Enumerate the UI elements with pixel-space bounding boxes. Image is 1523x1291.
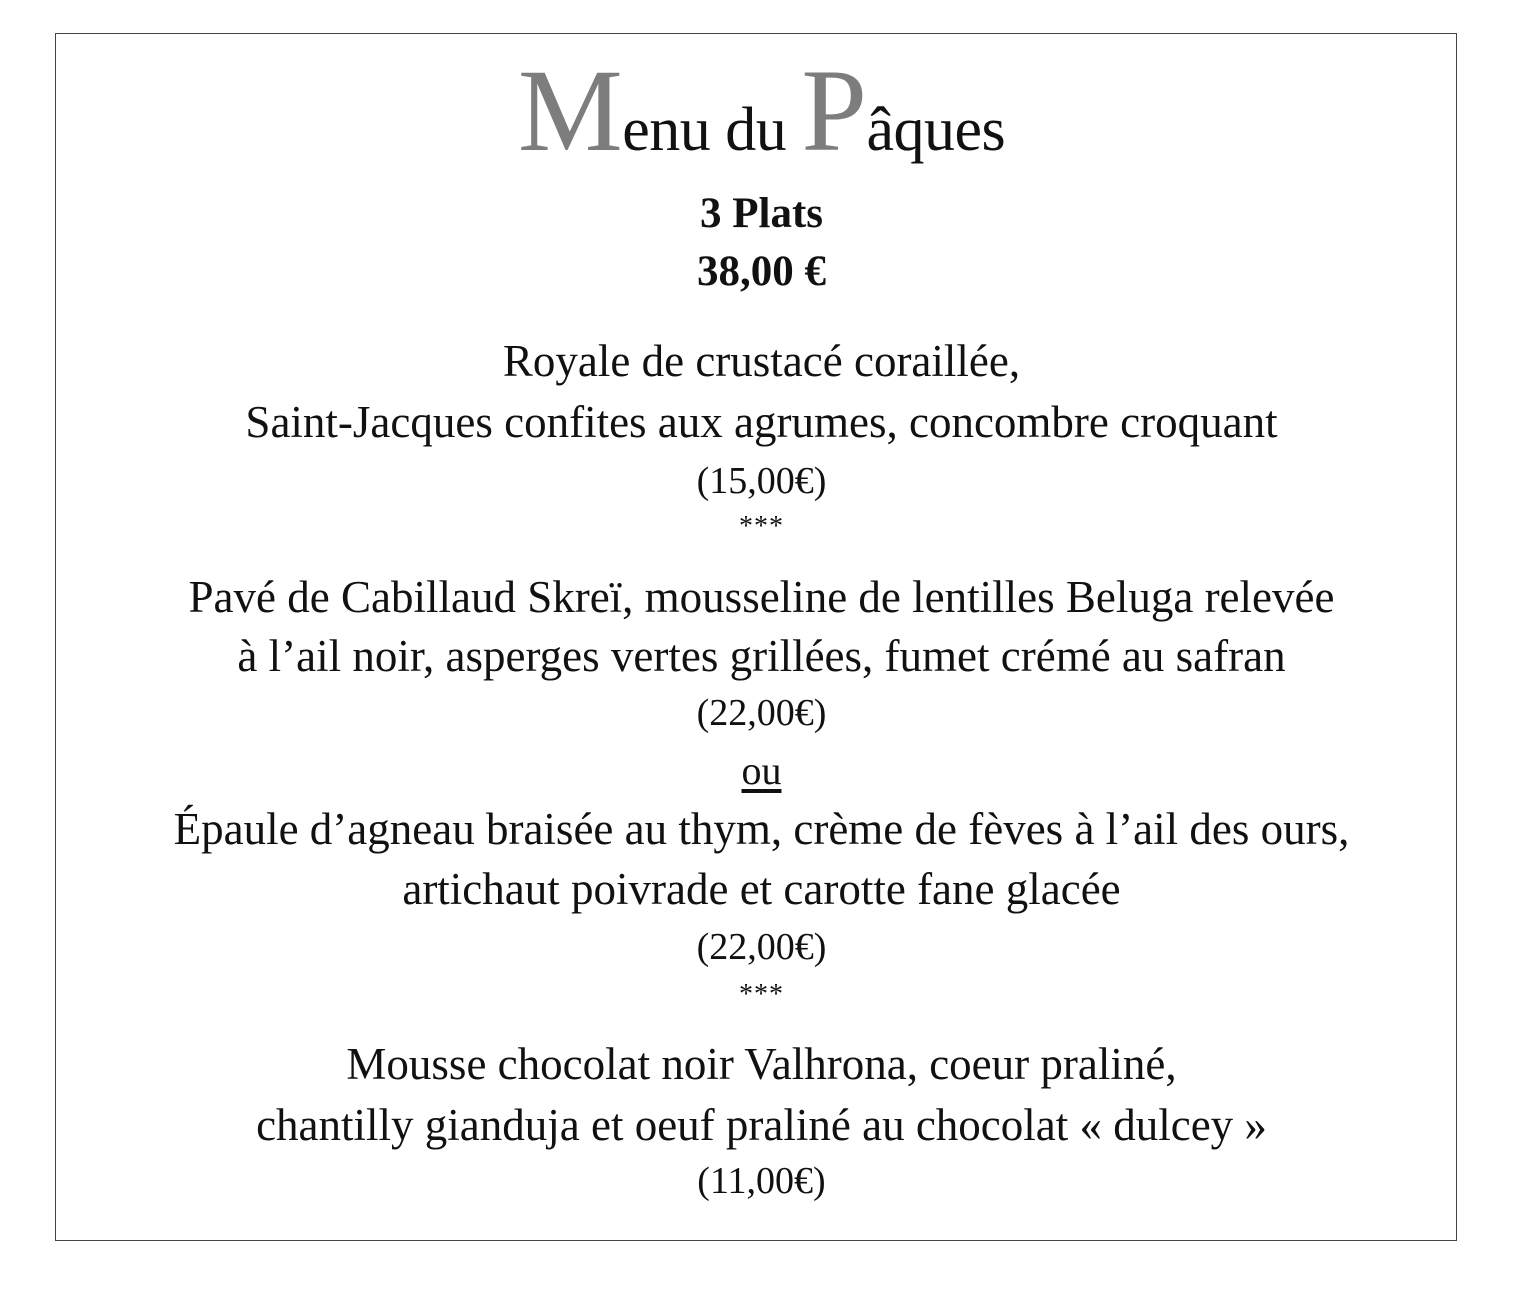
or-label-text: ou bbox=[741, 748, 782, 793]
or-label bbox=[0, 746, 1523, 796]
dessert-line-1: Mousse chocolat noir Valhrona, coeur praliné, bbox=[346, 1039, 1177, 1089]
title-part-1: enu du bbox=[622, 96, 802, 164]
menu-courses-count: 3 Plats bbox=[699, 190, 824, 237]
main1-line-2: à l’ail noir, asperges vertes grillées, fumet crémé au safran bbox=[237, 631, 1286, 681]
dessert-price: (11,00€) bbox=[697, 1160, 826, 1202]
starter-line-1: Royale de crustacé coraillée, bbox=[502, 336, 1021, 386]
main1-line-1: Pavé de Cabillaud Skreï, mousseline de lentilles Beluga relevée bbox=[188, 572, 1335, 622]
separator-2: *** bbox=[739, 979, 784, 1010]
starter-price: (15,00€) bbox=[696, 460, 827, 502]
menu-price: 38,00 € bbox=[697, 248, 826, 295]
menu-title bbox=[0, 45, 1523, 176]
main2-price: (22,00€) bbox=[696, 926, 827, 968]
main1-price: (22,00€) bbox=[696, 692, 827, 734]
separator-1: *** bbox=[739, 511, 784, 542]
dessert-line-2: chantilly gianduja et oeuf praliné au chocolat « dulcey » bbox=[256, 1100, 1267, 1150]
starter-line-2: Saint-Jacques confites aux agrumes, concombre croquant bbox=[245, 397, 1278, 447]
title-initial-m: M bbox=[517, 45, 623, 176]
title-part-2: âques bbox=[866, 96, 1006, 164]
main2-line-2: artichaut poivrade et carotte fane glacée bbox=[402, 864, 1121, 914]
main2-line-1: Épaule d’agneau braisée au thym, crème de fèves à l’ail des ours, bbox=[173, 804, 1350, 854]
title-initial-p: P bbox=[801, 45, 867, 176]
